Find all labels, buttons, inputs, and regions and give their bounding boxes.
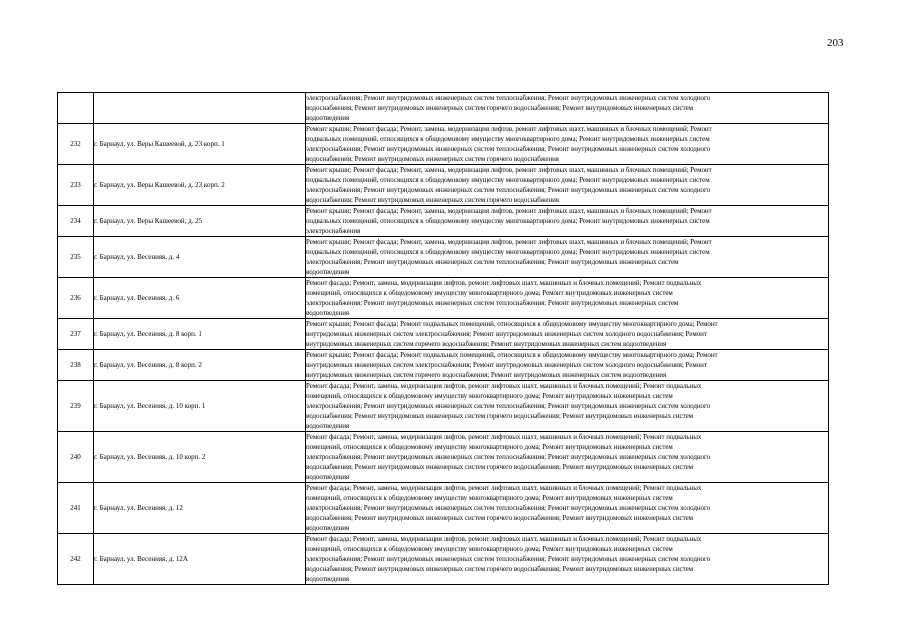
row-number: 235 — [58, 237, 94, 278]
works-line: подвальных помещений, относящихся к общедомовому имуществу многоквартирного дома; Ремонт внутридомовых инженерных систем — [306, 135, 710, 143]
works-line: электроснабжения — [306, 227, 361, 235]
works-line: водоотведения — [306, 524, 350, 532]
works-line: Ремонт крыши; Ремонт фасада; Ремонт, замена, модернизация лифтов, ремонт лифтовых шахт, машинных и блочных помещений; Ремонт — [306, 207, 712, 215]
works-line: Ремонт фасада; Ремонт, замена, модернизация лифтов, ремонт лифтовых шахт, машинных и блочных помещений; Ремонт подвальных — [306, 535, 702, 543]
table-row — [58, 483, 829, 534]
works-line: Ремонт фасада; Ремонт, замена, модернизация лифтов, ремонт лифтовых шахт, машинных и блочных помещений; Ремонт подвальных — [306, 484, 702, 492]
works-line: Ремонт крыши; Ремонт фасада; Ремонт подвальных помещений, относящихся к общедомовому имуществу многоквартирного дома; Ремонт — [306, 320, 718, 328]
register-table — [57, 92, 829, 585]
row-address: г. Барнаул, ул. Веры Кашеевой, д. 23 корп. 2 — [94, 165, 306, 206]
works-line: водоснабжения; Ремонт внутридомовых инженерных систем горячего водоснабжения; Ремонт внутридомовых инженерных систем — [306, 463, 694, 471]
works-line: внутридомовых инженерных систем горячего водоснабжения; Ремонт внутридомовых инженерных систем водоотведения — [306, 340, 667, 348]
table-row — [58, 206, 829, 237]
works-line: Ремонт крыши; Ремонт фасада; Ремонт, замена, модернизация лифтов, ремонт лифтовых шахт, машинных и блочных помещений; Ремонт — [306, 166, 712, 174]
works-line: водоснабжения; Ремонт внутридомовых инженерных систем горячего водоснабжения; Ремонт внутридомовых инженерных систем — [306, 104, 694, 112]
row-number: 242 — [58, 534, 94, 585]
row-works — [306, 237, 829, 278]
row-number: 232 — [58, 124, 94, 165]
works-line: электроснабжения; Ремонт внутридомовых инженерных систем теплоснабжения; Ремонт внутридомовых инженерных систем — [306, 299, 679, 307]
works-line: внутридомовых инженерных систем горячего водоснабжения; Ремонт внутридомовых инженерных систем водоотведения — [306, 371, 667, 379]
row-number: 236 — [58, 278, 94, 319]
works-line: водоснабжения; Ремонт внутридомовых инженерных систем горячего водоснабжения — [306, 155, 559, 163]
works-line: подвальных помещений, относящихся к общедомовому имуществу многоквартирного дома; Ремонт внутридомовых инженерных систем — [306, 248, 710, 256]
table-row — [58, 350, 829, 381]
works-line: водоотведения — [306, 473, 350, 481]
works-line: водоснабжения; Ремонт внутридомовых инженерных систем горячего водоснабжения; Ремонт внутридомовых инженерных систем — [306, 412, 694, 420]
page-number: 203 — [827, 37, 844, 49]
works-line: водоснабжения; Ремонт внутридомовых инженерных систем горячего водоснабжения — [306, 196, 559, 204]
table-row — [58, 93, 829, 124]
row-works — [306, 483, 829, 534]
works-line: Ремонт фасада; Ремонт, замена, модернизация лифтов, ремонт лифтовых шахт, машинных и блочных помещений; Ремонт подвальных — [306, 433, 702, 441]
row-address — [94, 93, 306, 124]
works-line: Ремонт крыши; Ремонт фасада; Ремонт, замена, модернизация лифтов, ремонт лифтовых шахт, машинных и блочных помещений; Ремонт — [306, 125, 712, 133]
row-address: г. Барнаул, ул. Весенняя, д. 10 корп. 1 — [94, 381, 306, 432]
row-number: 239 — [58, 381, 94, 432]
row-address: г. Барнаул, ул. Весенняя, д. 12 — [94, 483, 306, 534]
table-row — [58, 534, 829, 585]
row-address: г. Барнаул, ул. Весенняя, д. 8 корп. 2 — [94, 350, 306, 381]
works-line: электроснабжения; Ремонт внутридомовых инженерных систем теплоснабжения; Ремонт внутридомовых инженерных систем — [306, 258, 679, 266]
row-address: г. Барнаул, ул. Весенняя, д. 6 — [94, 278, 306, 319]
row-works — [306, 432, 829, 483]
works-line: подвальных помещений, относящихся к общедомовому имуществу многоквартирного дома; Ремонт внутридомовых инженерных систем — [306, 176, 710, 184]
row-address: г. Барнаул, ул. Весенняя, д. 8 корп. 1 — [94, 319, 306, 350]
row-works — [306, 93, 829, 124]
works-line: помещений, относящихся к общедомовому имуществу многоквартирного дома; Ремонт внутридомовых инженерных систем — [306, 494, 673, 502]
row-number: 240 — [58, 432, 94, 483]
works-line: водоотведения — [306, 422, 350, 430]
works-line: электроснабжения; Ремонт внутридомовых инженерных систем теплоснабжения; Ремонт внутридомовых инженерных систем холодного — [306, 555, 711, 563]
works-line: Ремонт фасада; Ремонт, замена, модернизация лифтов, ремонт лифтовых шахт, машинных и блочных помещений; Ремонт подвальных — [306, 382, 702, 390]
works-line: внутридомовых инженерных систем электроснабжения; Ремонт внутридомовых инженерных систем холодного водоснабжения; Ремонт — [306, 330, 707, 338]
row-address: г. Барнаул, ул. Весенняя, д. 12А — [94, 534, 306, 585]
works-line: помещений, относящихся к общедомовому имуществу многоквартирного дома; Ремонт внутридомовых инженерных систем — [306, 545, 673, 553]
works-line: электроснабжения; Ремонт внутридомовых инженерных систем теплоснабжения; Ремонт внутридомовых инженерных систем холодного — [306, 504, 711, 512]
works-line: помещений, относящихся к общедомовому имуществу многоквартирного дома; Ремонт внутридомовых инженерных систем — [306, 392, 673, 400]
works-line: электроснабжения; Ремонт внутридомовых инженерных систем теплоснабжения; Ремонт внутридомовых инженерных систем холодного — [306, 94, 711, 102]
works-line: помещений, относящихся к общедомовому имуществу многоквартирного дома; Ремонт внутридомовых инженерных систем — [306, 443, 673, 451]
table-row — [58, 165, 829, 206]
works-line: Ремонт крыши; Ремонт фасада; Ремонт, замена, модернизация лифтов, ремонт лифтовых шахт, машинных и блочных помещений; Ремонт — [306, 238, 712, 246]
works-line: водоснабжения; Ремонт внутридомовых инженерных систем горячего водоснабжения; Ремонт внутридомовых инженерных систем — [306, 565, 694, 573]
works-line: электроснабжения; Ремонт внутридомовых инженерных систем теплоснабжения; Ремонт внутридомовых инженерных систем холодного — [306, 402, 711, 410]
row-works — [306, 534, 829, 585]
works-line: Ремонт крыши; Ремонт фасада; Ремонт подвальных помещений, относящихся к общедомовому имуществу многоквартирного дома; Ремонт — [306, 351, 718, 359]
table-row — [58, 381, 829, 432]
row-address: г. Барнаул, ул. Веры Кашеевой, д. 23 корп. 1 — [94, 124, 306, 165]
row-number: 233 — [58, 165, 94, 206]
works-line: водоотведения — [306, 575, 350, 583]
row-works — [306, 278, 829, 319]
works-line: подвальных помещений, относящихся к общедомовому имуществу многоквартирного дома; Ремонт внутридомовых инженерных систем — [306, 217, 710, 225]
row-works — [306, 206, 829, 237]
row-number: 238 — [58, 350, 94, 381]
table-row — [58, 319, 829, 350]
table-row — [58, 278, 829, 319]
works-line: водоотведения — [306, 309, 350, 317]
row-works — [306, 165, 829, 206]
works-line: водоотведения — [306, 268, 350, 276]
works-line: электроснабжения; Ремонт внутридомовых инженерных систем теплоснабжения; Ремонт внутридомовых инженерных систем холодного — [306, 453, 711, 461]
works-line: электроснабжения; Ремонт внутридомовых инженерных систем теплоснабжения; Ремонт внутридомовых инженерных систем холодного — [306, 186, 711, 194]
row-works — [306, 124, 829, 165]
works-line: электроснабжения; Ремонт внутридомовых инженерных систем теплоснабжения; Ремонт внутридомовых инженерных систем холодного — [306, 145, 711, 153]
row-number: 234 — [58, 206, 94, 237]
row-works — [306, 319, 829, 350]
row-address: г. Барнаул, ул. Весенняя, д. 10 корп. 2 — [94, 432, 306, 483]
works-line: водоснабжения; Ремонт внутридомовых инженерных систем горячего водоснабжения; Ремонт внутридомовых инженерных систем — [306, 514, 694, 522]
row-works — [306, 381, 829, 432]
table-row — [58, 237, 829, 278]
register-table-body — [58, 93, 829, 585]
row-number: 241 — [58, 483, 94, 534]
works-line: помещений, относящихся к общедомовому имуществу многоквартирного дома; Ремонт внутридомовых инженерных систем — [306, 289, 673, 297]
row-address: г. Барнаул, ул. Весенняя, д. 4 — [94, 237, 306, 278]
row-number — [58, 93, 94, 124]
works-line: Ремонт фасада; Ремонт, замена, модернизация лифтов, ремонт лифтовых шахт, машинных и блочных помещений; Ремонт подвальных — [306, 279, 702, 287]
works-line: водоотведения — [306, 114, 350, 122]
table-row — [58, 124, 829, 165]
table-row — [58, 432, 829, 483]
row-number: 237 — [58, 319, 94, 350]
row-works — [306, 350, 829, 381]
works-line: внутридомовых инженерных систем электроснабжения; Ремонт внутридомовых инженерных систем холодного водоснабжения; Ремонт — [306, 361, 707, 369]
row-address: г. Барнаул, ул. Веры Кашеевой, д. 25 — [94, 206, 306, 237]
